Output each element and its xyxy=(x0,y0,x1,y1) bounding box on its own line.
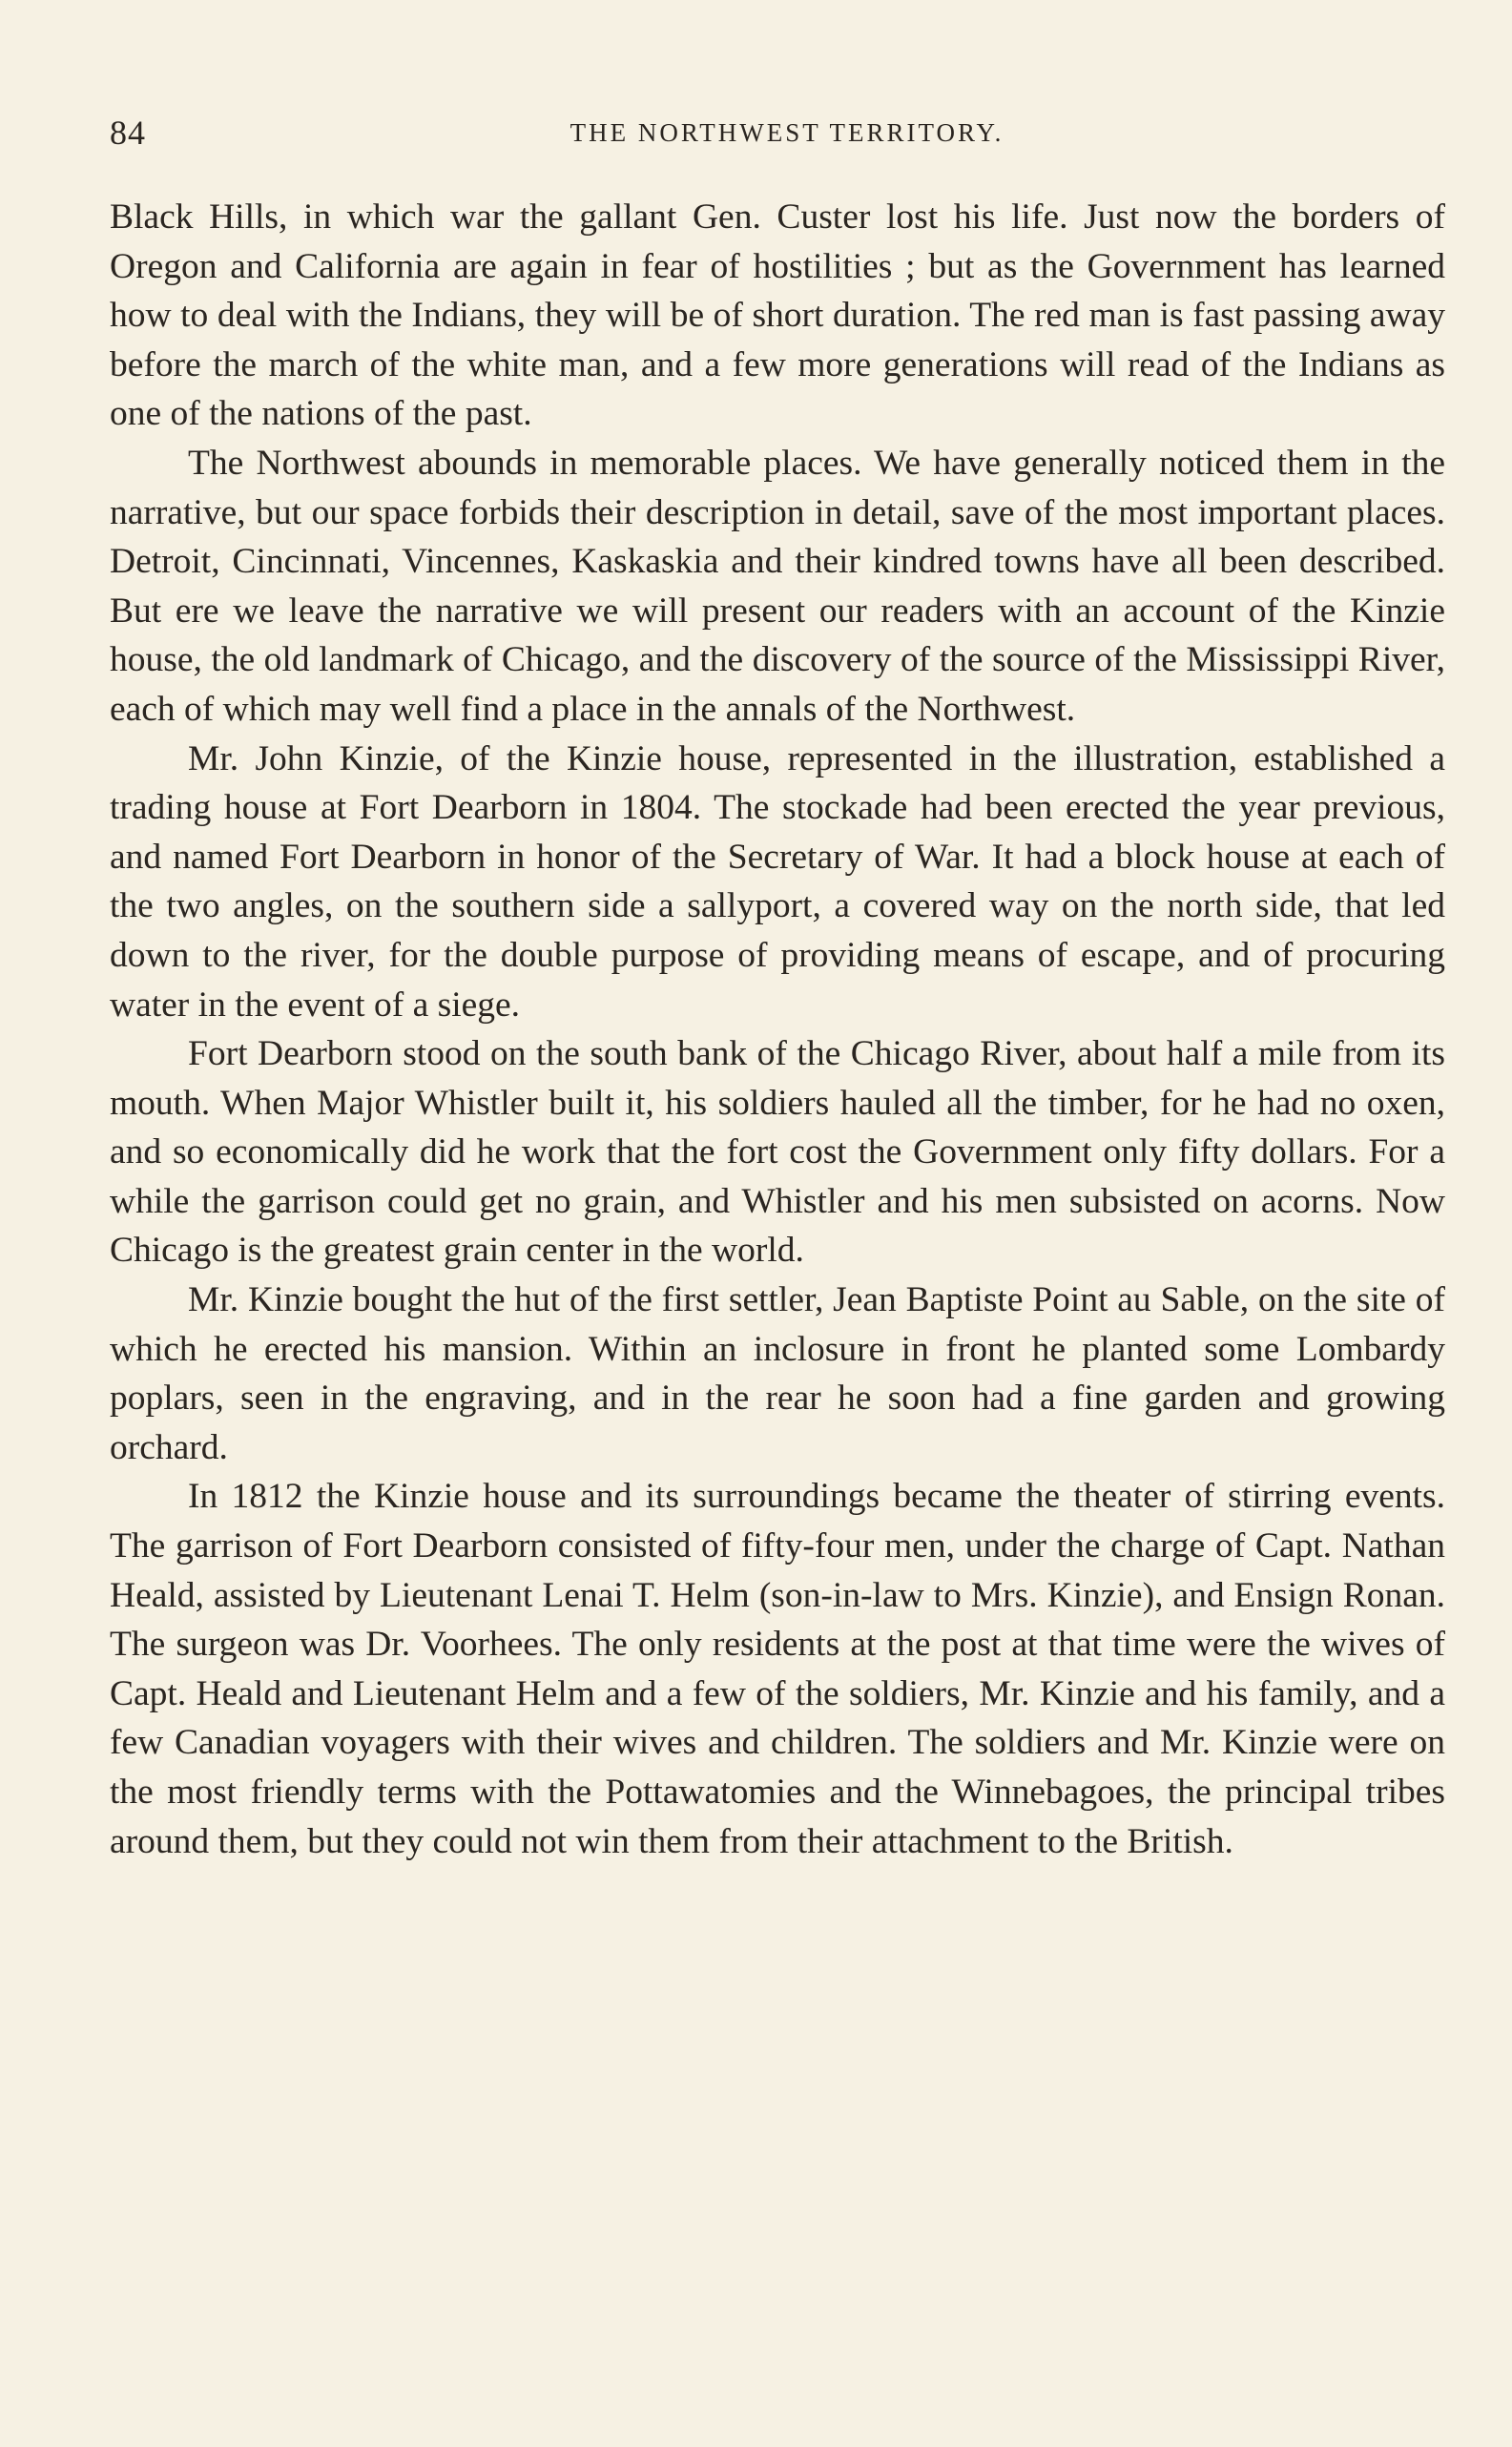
paragraph-kinzie-mansion: Mr. Kinzie bought the hut of the first settler, Jean Baptiste Point au Sable, on the site of which he erected his mansion. Within an inclosure in front he planted some Lombardy poplars, seen in the engraving, and in the rear he soon had a fine garden and growing orchard. xyxy=(110,1280,1445,1467)
paragraph-memorable-places: The Northwest abounds in memorable places. We have generally noticed them in the narrative, but our space forbids their description in detail, save of the most important places. Detroit, Cincinnati, Vincennes, Kaskaskia and their kindred towns have all been described. But ere we leave the narrative we will present our readers with an account of the Kinzie house, the old landmark of Chicago, and the discovery of the source of the Mississippi River, each of which may well find a place in the annals of the Northwest. xyxy=(110,443,1445,729)
running-head xyxy=(110,113,1440,160)
body-text xyxy=(110,193,1445,1866)
page-number: 84 xyxy=(110,114,146,152)
paragraph-1812-events: In 1812 the Kinzie house and its surroundings became the theater of stirring events. The garrison of Fort Dearborn consisted of fifty-four men, under the charge of Capt. Nathan Heald, assisted by Lieutenant Lenai T. Helm (son-in-law to Mrs. Kinzie), and Ensign Ronan. The surgeon was Dr. Voorhees. The only residents at the post at that time were the wives of Capt. Heald and Lieutenant Helm and a few of the soldiers, Mr. Kinzie and his family, and a few Canadian voyagers with their wives and children. The soldiers and Mr. Kinzie were on the most friendly terms with the Pottawatomies and the Winnebagoes, the principal tribes around them, but they could not win them from their attachment to the British. xyxy=(110,1477,1445,1861)
running-title: THE NORTHWEST TERRITORY. xyxy=(570,118,1005,147)
paragraph-continued: Black Hills, in which war the gallant Gen. Custer lost his life. Just now the borders of Oregon and California are again in fear of hostilities ; but as the Government has learned how to deal with the Indians, they will be of short duration. The red man is fast passing away before the march of the white man, and a few more generations will read of the Indians as one of the nations of the past. xyxy=(110,197,1445,434)
paragraph-john-kinzie: Mr. John Kinzie, of the Kinzie house, represented in the illustration, established a trading house at Fort Dearborn in 1804. The stockade had been erected the year previous, and named Fort Dearborn in honor of the Secretary of War. It had a block house at each of the two angles, on the southern side a sallyport, a covered way on the north side, that led down to the river, for the double purpose of providing means of escape, and of procuring water in the event of a siege. xyxy=(110,738,1445,1025)
paragraph-fort-dearborn: Fort Dearborn stood on the south bank of the Chicago River, about half a mile from its mouth. When Major Whistler built it, his soldiers hauled all the timber, for he had no oxen, and so economically did he work that the fort cost the Government only fifty dollars. For a while the garrison could get no grain, and Whistler and his men subsisted on acorns. Now Chicago is the greatest grain center in the world. xyxy=(110,1034,1445,1271)
